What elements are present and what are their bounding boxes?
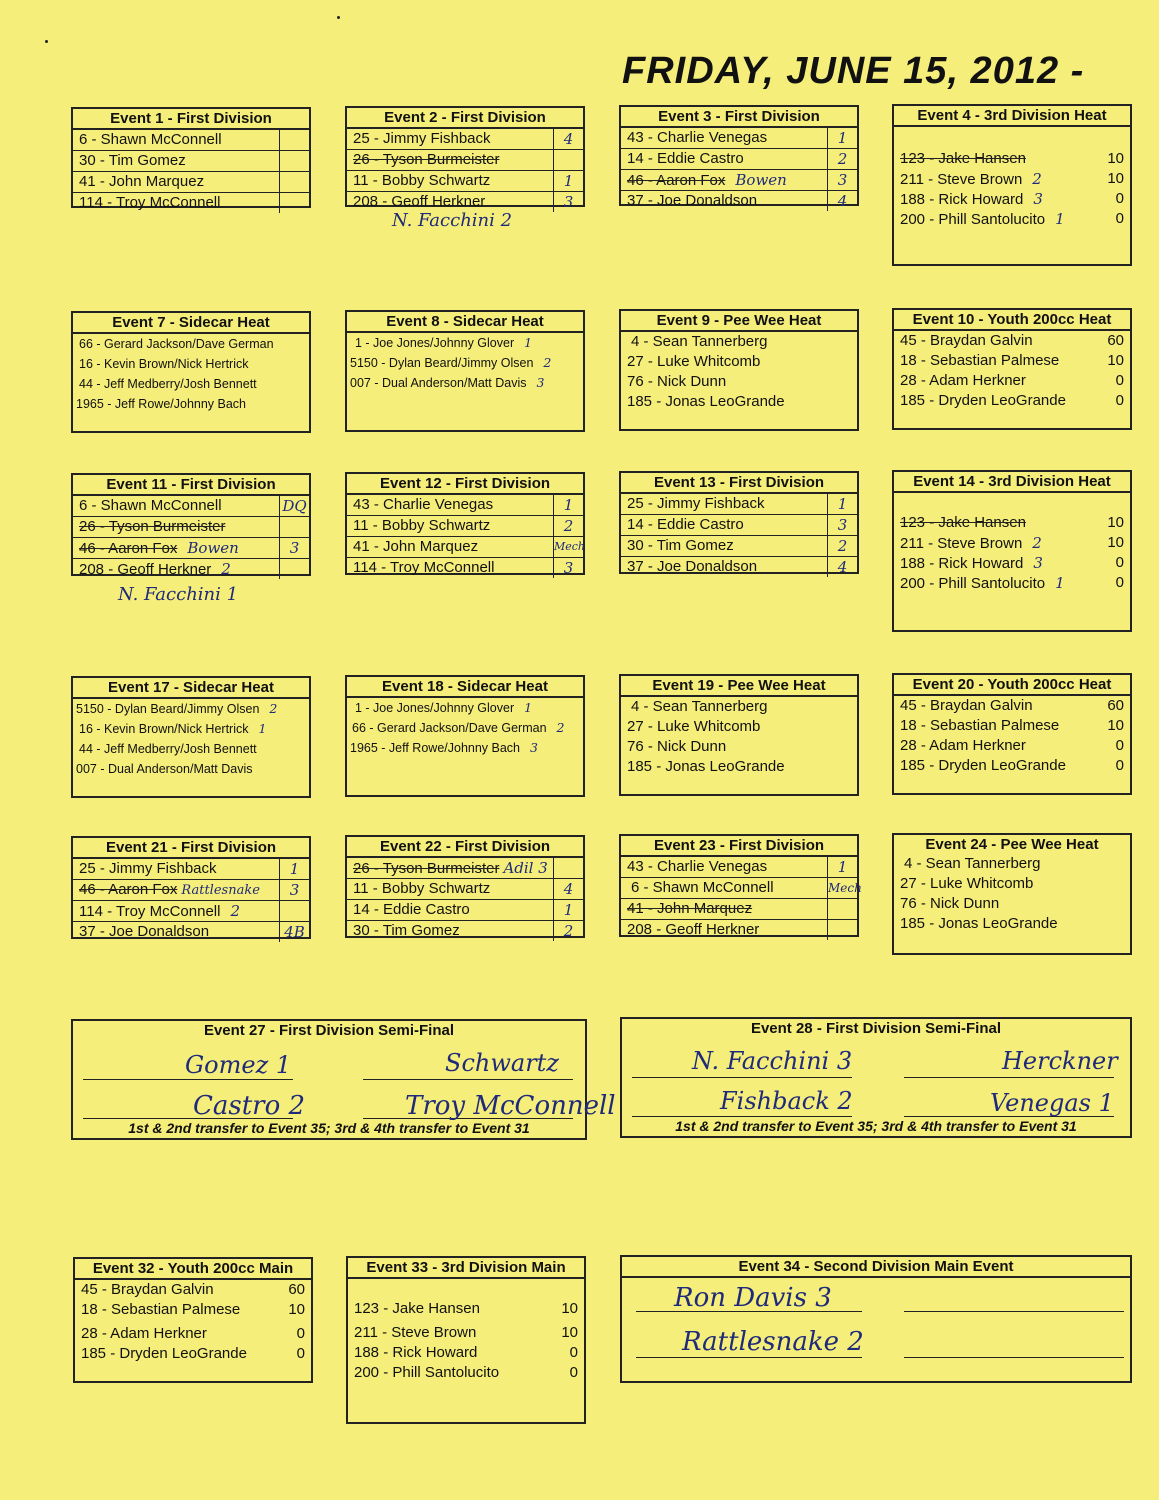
event-title: Event 20 - Youth 200cc Heat <box>894 675 1130 696</box>
entry-row: 211 - Steve Brown 2 10 <box>900 170 1124 188</box>
entry-row: 18 - Sebastian Palmese 10 <box>900 717 1124 734</box>
entry-row: 14 - Eddie Castro 1 <box>347 900 583 921</box>
result-cell: 2 <box>553 921 583 941</box>
result-cell <box>279 517 309 537</box>
result-cell: 2 <box>553 516 583 536</box>
entry-row: 6 - Shawn McConnell <box>73 130 309 151</box>
entry-row: 25 - Jimmy Fishback 1 <box>73 859 309 880</box>
entry-row: 185 - Dryden LeoGrande 0 <box>900 392 1124 409</box>
entry-row: 211 - Steve Brown 10 <box>354 1324 578 1341</box>
event-title: Event 11 - First Division <box>73 475 309 496</box>
event-card-1 <box>71 107 311 211</box>
handwritten-note: N. Facchini 1 <box>118 584 239 605</box>
entry-row: 4 - Sean Tannerberg <box>631 698 768 715</box>
entry-row: 14 - Eddie Castro 2 <box>621 149 857 170</box>
entry-row: 46 - Aaron Fox Bowen 3 <box>73 538 309 559</box>
event-card-11 <box>71 473 311 576</box>
entry-row: 18 - Sebastian Palmese 10 <box>81 1301 305 1318</box>
entry-row: 28 - Adam Herkner 0 <box>900 737 1124 754</box>
event-title: Event 22 - First Division <box>347 837 583 858</box>
entry-row: 185 - Dryden LeoGrande 0 <box>900 757 1124 774</box>
entry-row: 30 - Tim Gomez 2 <box>621 536 857 557</box>
entry-row: 76 - Nick Dunn <box>627 738 727 755</box>
entry-row: 26 - Tyson Burmeister <box>73 517 309 538</box>
entry-row: 44 - Jeff Medberry/Josh Bennett <box>79 377 257 391</box>
result-cell: Mech <box>553 537 583 557</box>
event-title: Event 24 - Pee Wee Heat <box>925 836 1099 853</box>
result-cell: 3 <box>553 192 583 212</box>
result-cell: 1 <box>827 128 857 148</box>
entry-row: 208 - Geoff Herkner 2 <box>73 559 309 579</box>
event-title: Event 1 - First Division <box>73 109 309 130</box>
event-card-33 <box>346 1256 586 1424</box>
result-cell: 1 <box>553 495 583 515</box>
event-card-14 <box>892 470 1132 632</box>
entry-row: 5150 - Dylan Beard/Jimmy Olsen 2 <box>76 701 278 716</box>
entry-row: 208 - Geoff Herkner <box>621 920 857 940</box>
event-card-9 <box>619 309 859 431</box>
result-cell <box>279 193 309 213</box>
entry-row: 200 - Phill Santolucito 1 0 <box>900 210 1124 228</box>
entry-row: 45 - Braydan Galvin 60 <box>81 1281 305 1298</box>
handwritten-sub: Bowen <box>735 171 787 189</box>
entry-row: 30 - Tim Gomez 2 <box>347 921 583 941</box>
entry-row: 114 - Troy McConnell 3 <box>347 558 583 578</box>
result-cell: 3 <box>827 515 857 535</box>
entry-row: 114 - Troy McConnell <box>73 193 309 213</box>
entry-row: 6 - Shawn McConnell Mech <box>621 878 857 899</box>
event-title: Event 9 - Pee Wee Heat <box>621 311 857 332</box>
result-cell: 1 <box>827 494 857 514</box>
event-card-13 <box>619 471 859 574</box>
result-cell: 1 <box>553 171 583 191</box>
event-card-17 <box>71 676 311 798</box>
entry-row: 26 - Tyson Burmeister Adil 3 <box>347 858 583 879</box>
entry-row: 4 - Sean Tannerberg <box>904 855 1041 872</box>
event-card-23 <box>619 834 862 938</box>
entry-row: 18 - Sebastian Palmese 10 <box>900 352 1124 369</box>
entry-row: 66 - Gerard Jackson/Dave German <box>79 337 274 351</box>
event-title: Event 3 - First Division <box>621 107 857 128</box>
event-title: Event 21 - First Division <box>73 838 309 859</box>
entry-row: 1 - Joe Jones/Johnny Glover 1 <box>355 700 533 715</box>
result-cell <box>827 899 857 919</box>
result-cell <box>279 172 309 192</box>
entry-row: 007 - Dual Anderson/Matt Davis <box>76 762 253 776</box>
entry-row: 185 - Jonas LeoGrande <box>627 393 785 410</box>
result-cell: 4 <box>827 557 857 577</box>
entry-row: 6 - Shawn McConnell DQ <box>73 496 309 517</box>
entry-row: 188 - Rick Howard 3 0 <box>900 190 1124 208</box>
result-cell: 4 <box>553 879 583 899</box>
result-cell: 3 <box>279 538 309 558</box>
event-title: Event 2 - First Division <box>347 108 583 129</box>
event-card-18 <box>345 675 585 797</box>
entry-row: 1965 - Jeff Rowe/Johnny Bach 3 <box>350 740 538 755</box>
event-card-22 <box>345 835 585 938</box>
event-card-27 <box>71 1019 616 1140</box>
entry-row: 123 - Jake Hansen 10 <box>354 1300 578 1317</box>
entry-row: 16 - Kevin Brown/Nick Hertrick 1 <box>79 721 267 736</box>
event-card-21 <box>71 836 311 939</box>
entry-row: 4 - Sean Tannerberg <box>631 333 768 350</box>
result-cell <box>279 151 309 171</box>
entry-row: 208 - Geoff Herkner 3 <box>347 192 583 212</box>
event-card-3 <box>619 105 859 210</box>
event-card-2 <box>345 106 585 211</box>
transfer-note: 1st & 2nd transfer to Event 35; 3rd & 4th transfer to Event 31 <box>675 1118 1077 1134</box>
result-cell: 4 <box>553 129 583 149</box>
entry-row: 37 - Joe Donaldson 4B <box>73 922 309 942</box>
event-title: Event 32 - Youth 200cc Main <box>75 1259 311 1280</box>
entry-row: 25 - Jimmy Fishback 1 <box>621 494 857 515</box>
entry-row: 185 - Dryden LeoGrande 0 <box>81 1345 305 1362</box>
entry-row: 27 - Luke Whitcomb <box>627 353 761 370</box>
handwritten-entry: Gomez 1 <box>185 1051 292 1079</box>
event-title: Event 33 - 3rd Division Main <box>348 1258 584 1279</box>
entry-row: 45 - Braydan Galvin 60 <box>900 332 1124 349</box>
result-cell <box>553 858 583 878</box>
entry-row: 185 - Jonas LeoGrande <box>627 758 785 775</box>
event-title: Event 28 - First Division Semi-Final <box>750 1020 1002 1037</box>
result-cell: 4 <box>827 191 857 211</box>
entry-row: 37 - Joe Donaldson 4 <box>621 191 857 211</box>
entry-row: 123 - Jake Hansen 10 <box>900 514 1124 531</box>
result-cell: 2 <box>827 149 857 169</box>
entry-row: 66 - Gerard Jackson/Dave German 2 <box>352 720 565 735</box>
handwritten-entry: Schwartz <box>445 1049 559 1077</box>
handwritten-entry: Fishback 2 <box>720 1087 853 1115</box>
event-title: Event 14 - 3rd Division Heat <box>894 472 1130 493</box>
event-title: Event 19 - Pee Wee Heat <box>621 676 857 697</box>
handwritten-entry: Rattlesnake 2 <box>682 1327 864 1357</box>
entry-row: 27 - Luke Whitcomb <box>900 875 1034 892</box>
event-title: Event 8 - Sidecar Heat <box>347 312 583 333</box>
entry-row: 30 - Tim Gomez <box>73 151 309 172</box>
handwritten-entry: Troy McConnell <box>405 1091 616 1121</box>
result-cell: 1 <box>279 859 309 879</box>
result-cell: 3 <box>553 558 583 578</box>
event-card-8 <box>345 310 585 432</box>
result-cell: 4B <box>279 922 309 942</box>
entry-row: 007 - Dual Anderson/Matt Davis 3 <box>350 375 545 390</box>
result-cell: 3 <box>827 170 857 190</box>
entry-row: 76 - Nick Dunn <box>900 895 1000 912</box>
entry-row: 200 - Phill Santolucito 0 <box>354 1364 578 1381</box>
entry-row: 211 - Steve Brown 2 10 <box>900 534 1124 552</box>
event-card-4 <box>892 104 1132 266</box>
event-card-34 <box>620 1255 1132 1383</box>
entry-row: 44 - Jeff Medberry/Josh Bennett <box>79 742 257 756</box>
handwritten-entry: Ron Davis 3 <box>674 1283 832 1313</box>
event-title: Event 17 - Sidecar Heat <box>73 678 309 699</box>
event-card-28 <box>620 1017 1132 1138</box>
event-card-24 <box>892 833 1132 955</box>
entry-row: 43 - Charlie Venegas 1 <box>621 857 857 878</box>
entry-row: 37 - Joe Donaldson 4 <box>621 557 857 577</box>
handwritten-note: N. Facchini 2 <box>392 210 513 231</box>
event-title: Event 4 - 3rd Division Heat <box>894 106 1130 127</box>
entry-row: 27 - Luke Whitcomb <box>627 718 761 735</box>
page-title: FRIDAY, JUNE 15, 2012 - <box>622 50 1085 92</box>
entry-row: 45 - Braydan Galvin 60 <box>900 697 1124 714</box>
entry-row: 25 - Jimmy Fishback 4 <box>347 129 583 150</box>
entry-row: 41 - John Marquez Mech <box>347 537 583 558</box>
entry-row: 11 - Bobby Schwartz 4 <box>347 879 583 900</box>
event-card-32 <box>73 1257 313 1383</box>
handwritten-entry: Venegas 1 <box>990 1089 1114 1117</box>
entry-row: 123 - Jake Hansen 10 <box>900 150 1124 167</box>
speck <box>45 40 48 43</box>
event-card-7 <box>71 311 311 433</box>
entry-row: 11 - Bobby Schwartz 1 <box>347 171 583 192</box>
event-card-19 <box>619 674 859 796</box>
entry-row: 1965 - Jeff Rowe/Johnny Bach <box>76 397 247 411</box>
event-card-20 <box>892 673 1132 795</box>
event-title: Event 10 - Youth 200cc Heat <box>894 310 1130 331</box>
entry-row: 76 - Nick Dunn <box>627 373 727 390</box>
speck <box>337 16 340 19</box>
entry-row: 46 - Aaron Fox Rattlesnake 3 <box>73 880 309 901</box>
entry-row: 26 - Tyson Burmeister <box>347 150 583 171</box>
result-cell: 2 <box>827 536 857 556</box>
handwritten-entry: N. Facchini 3 <box>692 1047 853 1075</box>
result-cell: 1 <box>827 857 857 877</box>
entry-row: 185 - Jonas LeoGrande <box>900 915 1058 932</box>
handwritten-entry: Castro 2 <box>193 1091 306 1121</box>
result-cell <box>279 901 309 921</box>
transfer-note: 1st & 2nd transfer to Event 35; 3rd & 4th transfer to Event 31 <box>128 1120 530 1136</box>
entry-row: 14 - Eddie Castro 3 <box>621 515 857 536</box>
result-cell <box>279 130 309 150</box>
event-title: Event 23 - First Division <box>621 836 857 857</box>
entry-row: 16 - Kevin Brown/Nick Hertrick <box>79 357 249 371</box>
entry-row: 1 - Joe Jones/Johnny Glover 1 <box>355 335 533 350</box>
entry-row: 28 - Adam Herkner 0 <box>900 372 1124 389</box>
entry-row: 11 - Bobby Schwartz 2 <box>347 516 583 537</box>
entry-row: 114 - Troy McConnell 2 <box>73 901 309 922</box>
entry-row: 46 - Aaron Fox Bowen 3 <box>621 170 857 191</box>
event-title: Event 27 - First Division Semi-Final <box>203 1022 455 1039</box>
entry-row: 43 - Charlie Venegas 1 <box>347 495 583 516</box>
entry-row: 188 - Rick Howard 0 <box>354 1344 578 1361</box>
result-cell <box>827 920 857 940</box>
entry-row: 41 - John Marquez <box>73 172 309 193</box>
entry-row: 41 - John Marquez <box>621 899 857 920</box>
result-cell: Mech <box>827 878 857 898</box>
result-cell <box>553 150 583 170</box>
entry-row: 200 - Phill Santolucito 1 0 <box>900 574 1124 592</box>
event-title: Event 7 - Sidecar Heat <box>73 313 309 334</box>
handwritten-entry: Herckner <box>1002 1047 1118 1075</box>
event-card-12 <box>345 472 585 575</box>
entry-row: 5150 - Dylan Beard/Jimmy Olsen 2 <box>350 355 552 370</box>
event-card-10 <box>892 308 1132 430</box>
entry-row: 28 - Adam Herkner 0 <box>81 1325 305 1342</box>
event-title: Event 13 - First Division <box>621 473 857 494</box>
entry-row: 43 - Charlie Venegas 1 <box>621 128 857 149</box>
result-cell: DQ <box>279 496 309 516</box>
result-cell: 1 <box>553 900 583 920</box>
event-title: Event 18 - Sidecar Heat <box>347 677 583 698</box>
event-title: Event 34 - Second Division Main Event <box>622 1257 1130 1278</box>
event-title: Event 12 - First Division <box>347 474 583 495</box>
result-cell <box>279 559 309 579</box>
result-cell: 3 <box>279 880 309 900</box>
entry-row: 188 - Rick Howard 3 0 <box>900 554 1124 572</box>
